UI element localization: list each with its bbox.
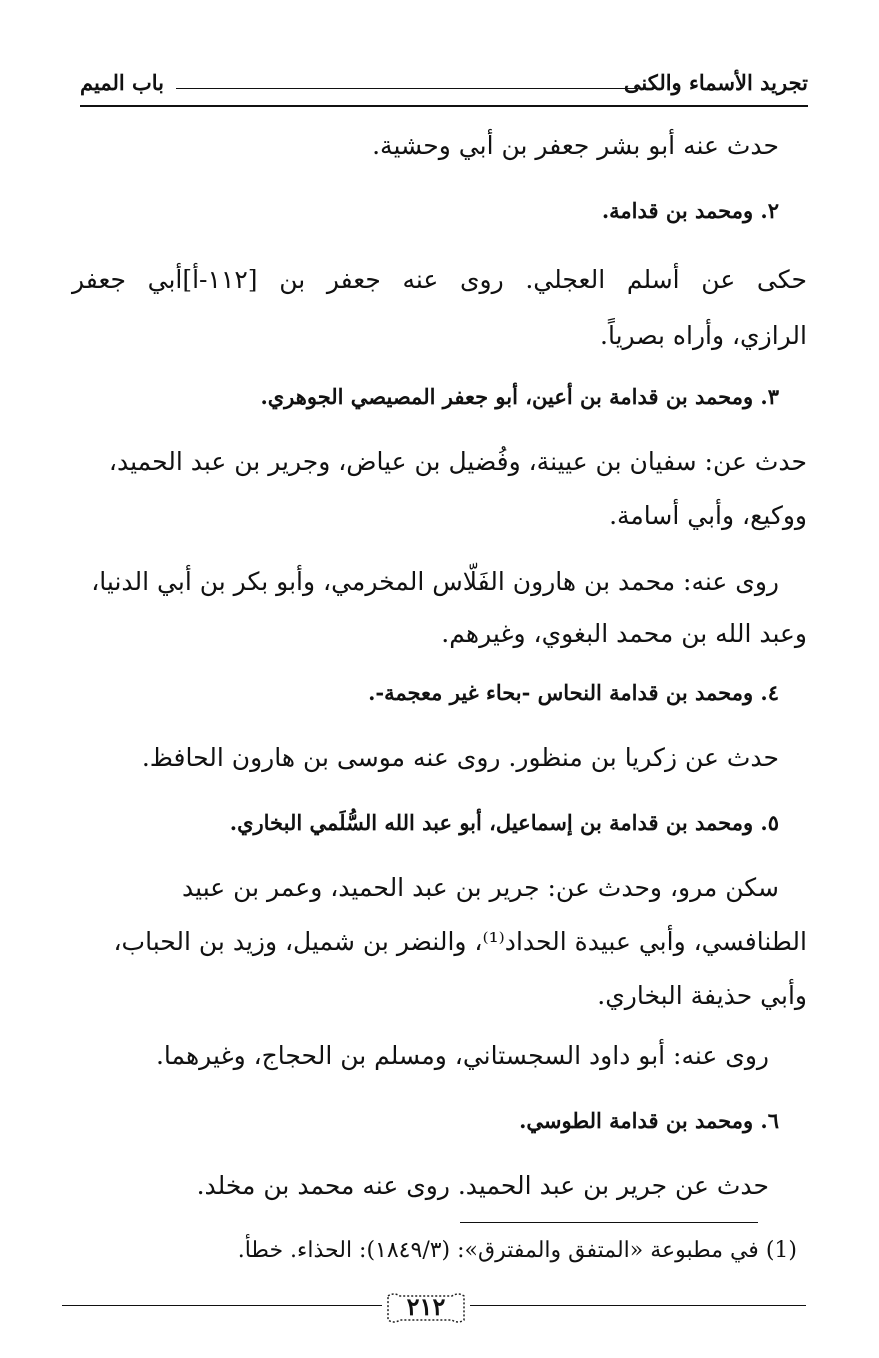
page-number: ٢١٢ bbox=[406, 1292, 446, 1321]
entry-heading: ٦. ومحمد بن قدامة الطوسي. bbox=[519, 1108, 779, 1133]
book-title: تجريد الأسماء والكنى bbox=[623, 70, 808, 95]
footnote-rule bbox=[460, 1222, 758, 1223]
text-line: حكى عن أسلم العجلي. روى عنه جعفر بن [١١٢-أ]أبي جعفر bbox=[72, 265, 807, 294]
text-line: الطنافسي، وأبي عبيدة الحداد⁽¹⁾، والنضر بن شميل، وزيد بن الحباب، bbox=[113, 927, 807, 956]
footer-rule-left bbox=[62, 1305, 382, 1306]
header-dash-line bbox=[176, 88, 658, 89]
footnote: (1) في مطبوعة «المتفق والمفترق»: (١٨٤٩/٣): الحذاء. خطأ. bbox=[237, 1238, 797, 1263]
entry-heading: ٤. ومحمد بن قدامة النحاس -بحاء غير معجمة-. bbox=[368, 680, 779, 705]
page-number-ornament bbox=[384, 1290, 468, 1326]
running-header bbox=[80, 66, 808, 106]
text-line: روى عنه: محمد بن هارون الفَلّاس المخرمي، وأبو بكر بن أبي الدنيا، bbox=[91, 567, 779, 596]
text-line: حدث عن جرير بن عبد الحميد. روى عنه محمد بن مخلد. bbox=[196, 1171, 769, 1200]
text-line: حدث عن زكريا بن منظور. روى عنه موسى بن هارون الحافظ. bbox=[141, 743, 779, 772]
footer-rule-right bbox=[470, 1305, 806, 1306]
entry-heading: ٢. ومحمد بن قدامة. bbox=[601, 198, 779, 223]
section-title: باب الميم bbox=[80, 70, 165, 95]
entry-heading: ٣. ومحمد بن قدامة بن أعين، أبو جعفر المصيصي الجوهري. bbox=[260, 384, 779, 409]
text-line: وعبد الله بن محمد البغوي، وغيرهم. bbox=[441, 619, 807, 648]
text-line: ووكيع، وأبي أسامة. bbox=[609, 501, 807, 530]
text-line: سكن مرو، وحدث عن: جرير بن عبد الحميد، وعمر بن عبيد bbox=[182, 873, 779, 902]
header-rule bbox=[80, 105, 808, 107]
text-line: حدث عن: سفيان بن عيينة، وفُضيل بن عياض، وجرير بن عبد الحميد، bbox=[108, 447, 807, 476]
text-line: الرازي، وأراه بصرياً. bbox=[600, 321, 807, 350]
text-line: وأبي حذيفة البخاري. bbox=[597, 981, 807, 1010]
text-line: روى عنه: أبو داود السجستاني، ومسلم بن الحجاج، وغيرهما. bbox=[155, 1041, 769, 1070]
entry-heading: ٥. ومحمد بن قدامة بن إسماعيل، أبو عبد الله السُّلَمي البخاري. bbox=[229, 810, 779, 835]
text-line: حدث عنه أبو بشر جعفر بن أبي وحشية. bbox=[372, 131, 779, 160]
